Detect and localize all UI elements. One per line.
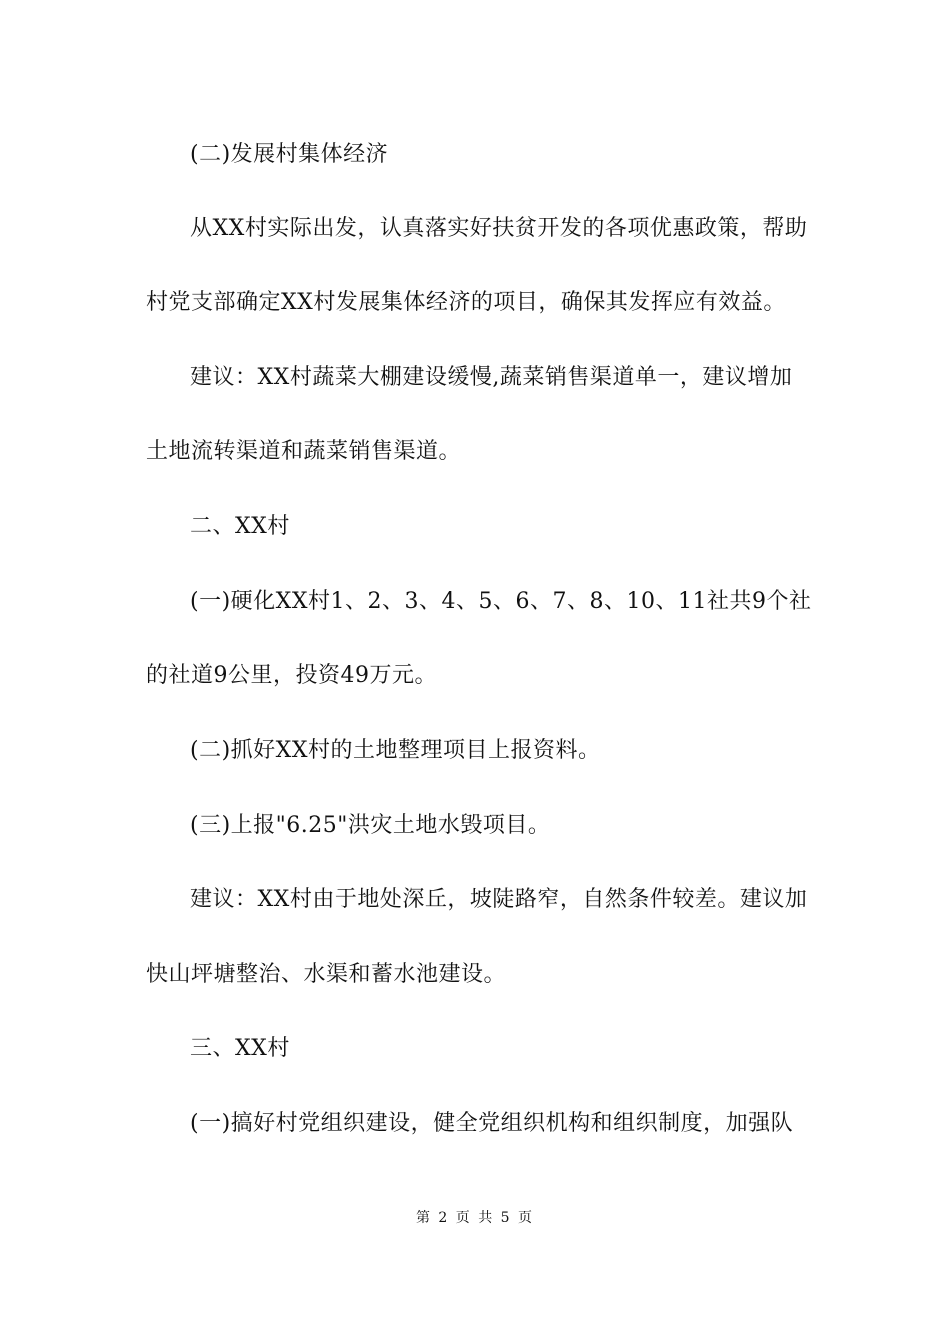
paragraph-line: 土地流转渠道和蔬菜销售渠道。: [146, 439, 462, 464]
paragraph-line: 快山坪塘整治、水渠和蓄水池建设。: [146, 962, 507, 987]
paragraph-line: 从XX村实际出发，认真落实好扶贫开发的各项优惠政策，帮助: [190, 216, 808, 241]
section-heading: 二、XX村: [190, 514, 290, 539]
paragraph-line: 的社道9公里，投资49万元。: [146, 663, 437, 688]
paragraph-line: 村党支部确定XX村发展集体经济的项目，确保其发挥应有效益。: [146, 290, 786, 315]
paragraph-line: 建议：XX村蔬菜大棚建设缓慢,蔬菜销售渠道单一，建议增加: [190, 365, 793, 390]
paragraph-line: 建议：XX村由于地处深丘，坡陡路窄，自然条件较差。建议加: [190, 887, 808, 912]
paragraph-line: (一)搞好村党组织建设，健全党组织机构和组织制度，加强队: [190, 1111, 794, 1136]
section-heading: (二)发展村集体经济: [190, 142, 389, 167]
section-heading: 三、XX村: [190, 1036, 290, 1061]
paragraph-line: (二)抓好XX村的土地整理项目上报资料。: [190, 738, 601, 763]
page-number-footer: 第 2 页 共 5 页: [415, 1210, 535, 1226]
paragraph-line: (三)上报"6.25"洪灾土地水毁项目。: [190, 813, 551, 838]
paragraph-line: (一)硬化XX村1、2、3、4、5、6、7、8、10、11社共9个社: [190, 589, 812, 614]
